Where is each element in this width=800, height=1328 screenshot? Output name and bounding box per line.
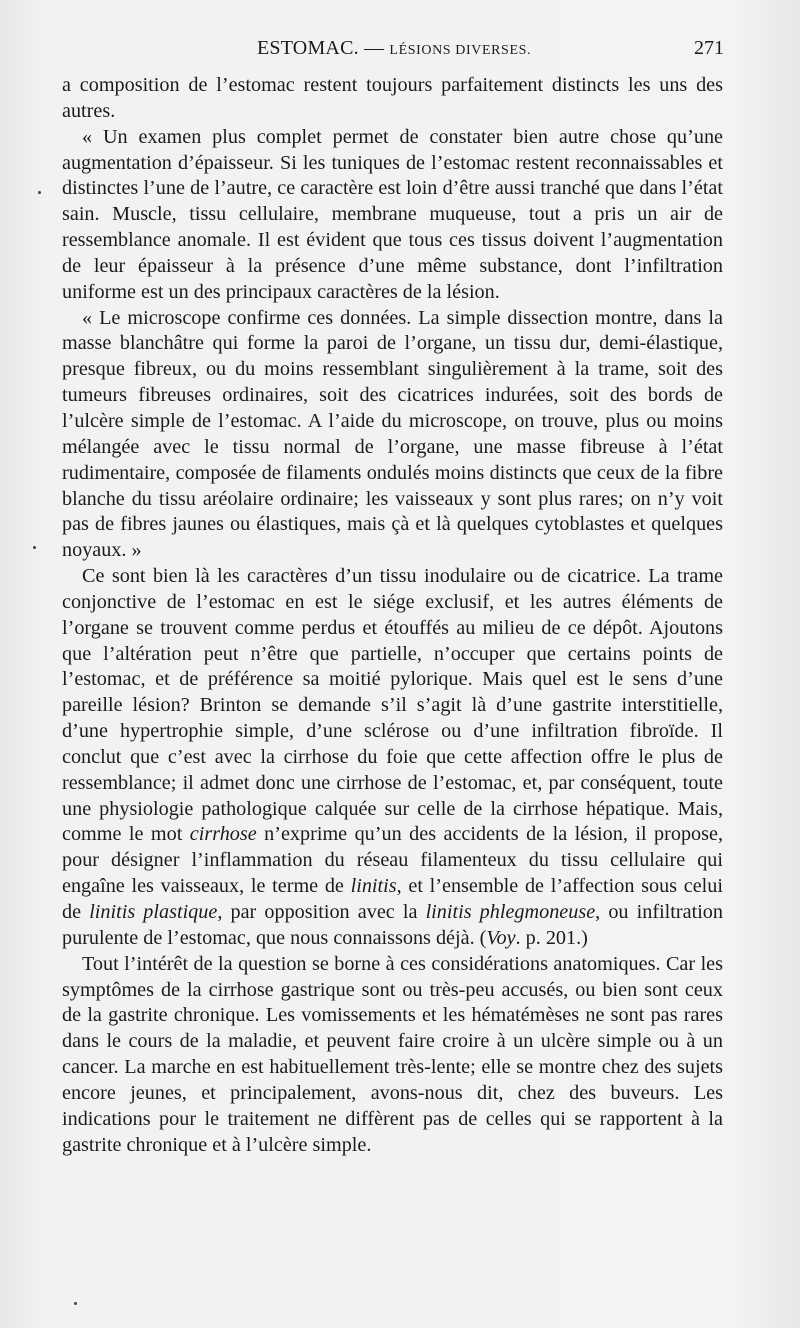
margin-dot-mark <box>33 546 36 549</box>
page-number: 271 <box>694 37 724 59</box>
paragraph <box>62 564 723 952</box>
italic-term: Voy <box>486 926 516 949</box>
italic-term: linitis <box>350 875 397 898</box>
paragraph <box>62 952 723 1159</box>
text-run: « Le microscope confirme ces données. La simple dissection montre, dans la masse blanchâtre qui forme la paroi de l’organe, un tissu dur, demi-élastique, presque fibreux, ou du moins ressemblant singulièrement à la trame, soit des tumeurs fibreuses ordinaires, soit des cicatrices indurées, soit des bords de l’ulcère simple de l’estomac. A l’aide du microscope, on trouve, plus ou moins mélangée avec le tissu normal de l’organe, une masse fibreuse à l’état rudimentaire, composée de filaments ondulés moins distincts que ceux de la fibre blanche du tissu aréolaire ordinaire; les vaisseaux y sont plus rares; on n’y voit pas de fibres jaunes ou élastiques, mais çà et là quelques cytoblastes et quelques noyaux. » <box>62 306 723 562</box>
text-run: n’exprime qu’un des accidents de la lésion, il propose, pour désigner l’inflammation du réseau filamenteux du tissu cellulaire qui engaîne les vaisseaux, le terme de <box>62 823 723 898</box>
italic-term: cirrhose <box>189 823 257 846</box>
text-run: , ou infiltration purulente de l’estomac, que nous connaissons déjà. ( <box>62 901 723 949</box>
margin-dot-mark <box>74 1302 77 1305</box>
text-run: a composition de l’estomac restent toujours parfaitement distincts les uns des autres. <box>62 74 723 122</box>
running-title-dash: — <box>364 37 385 59</box>
paragraph <box>62 306 723 564</box>
italic-term: linitis plastique <box>89 901 218 923</box>
paragraph <box>62 73 723 125</box>
text-run: , par opposition avec la <box>217 901 426 923</box>
text-run: « Un examen plus complet permet de constater bien autre chose qu’une augmentation d’épaisseur. Si les tuniques de l’estomac restent reconnaissables et distinctes l’une de l’autre, ce caractère est loin d’être aussi tranché que dans l’état sain. Muscle, tissu cellulaire, membrane muqueuse, tout a pris un air de ressemblance anomale. Il est évident que tous ces tissus doivent l’augmentation de leur épaisseur à la présence d’une même substance, dont l’infiltration uniforme est un des principaux caractères de la lésion. <box>62 125 723 303</box>
paragraph <box>62 125 723 306</box>
text-run: , et l’ensemble de l’affection sous celui de <box>62 875 723 923</box>
running-title <box>257 37 531 60</box>
page-header <box>62 37 724 63</box>
margin-dot-mark <box>38 191 41 194</box>
text-run: Ce sont bien là les caractères d’un tissu inodulaire ou de cicatrice. La trame conjonctive de l’estomac en est le siége exclusif, et les autres éléments de l’organe se trouvent comme perdus et étouffés au milieu de ce dépôt. Ajoutons que l’altération peut n’être que partielle, n’occuper que certains points de l’estomac, et de préférence sa moitié pylorique. Mais quel est le sens d’une pareille lésion? Brinton se demande s’il s’agit là d’une gastrite interstitielle, d’une hypertrophie simple, d’une sclérose ou d’une infiltration fibroïde. Il conclut que c’est avec la cirrhose du foie que cette affection offre le plus de ressemblance; il admet donc une cirrhose de l’estomac, et, par conséquent, toute une physiologie pathologique calquée sur celle de la cirrhose hépatique. Mais, comme le mot <box>62 565 723 846</box>
text-run: Tout l’intérêt de la question se borne à ces considérations anatomiques. Car les symptômes de la cirrhose gastrique sont ou très-peu accusés, ou bien sont ceux de la gastrite chronique. Les vomissements et les hématémèses ne sont pas rares dans le cours de la maladie, et peuvent faire croire à un ulcère simple ou à un cancer. La marche en est habituellement très-lente; elle se montre chez des sujets encore jeunes, et principalement, avons-nous dit, chez des buveurs. Les indications pour le traitement ne diffèrent pas de celles qui se rapportent à la gastrite chronique et à l’ulcère simple. <box>62 952 723 1156</box>
text-run: . p. 201.) <box>515 926 588 949</box>
running-title-section: LÉSIONS DIVERSES. <box>389 43 532 58</box>
italic-term: linitis phlegmoneuse <box>425 901 596 923</box>
running-title-main: ESTOMAC. <box>257 37 359 59</box>
body-text <box>62 73 723 1158</box>
